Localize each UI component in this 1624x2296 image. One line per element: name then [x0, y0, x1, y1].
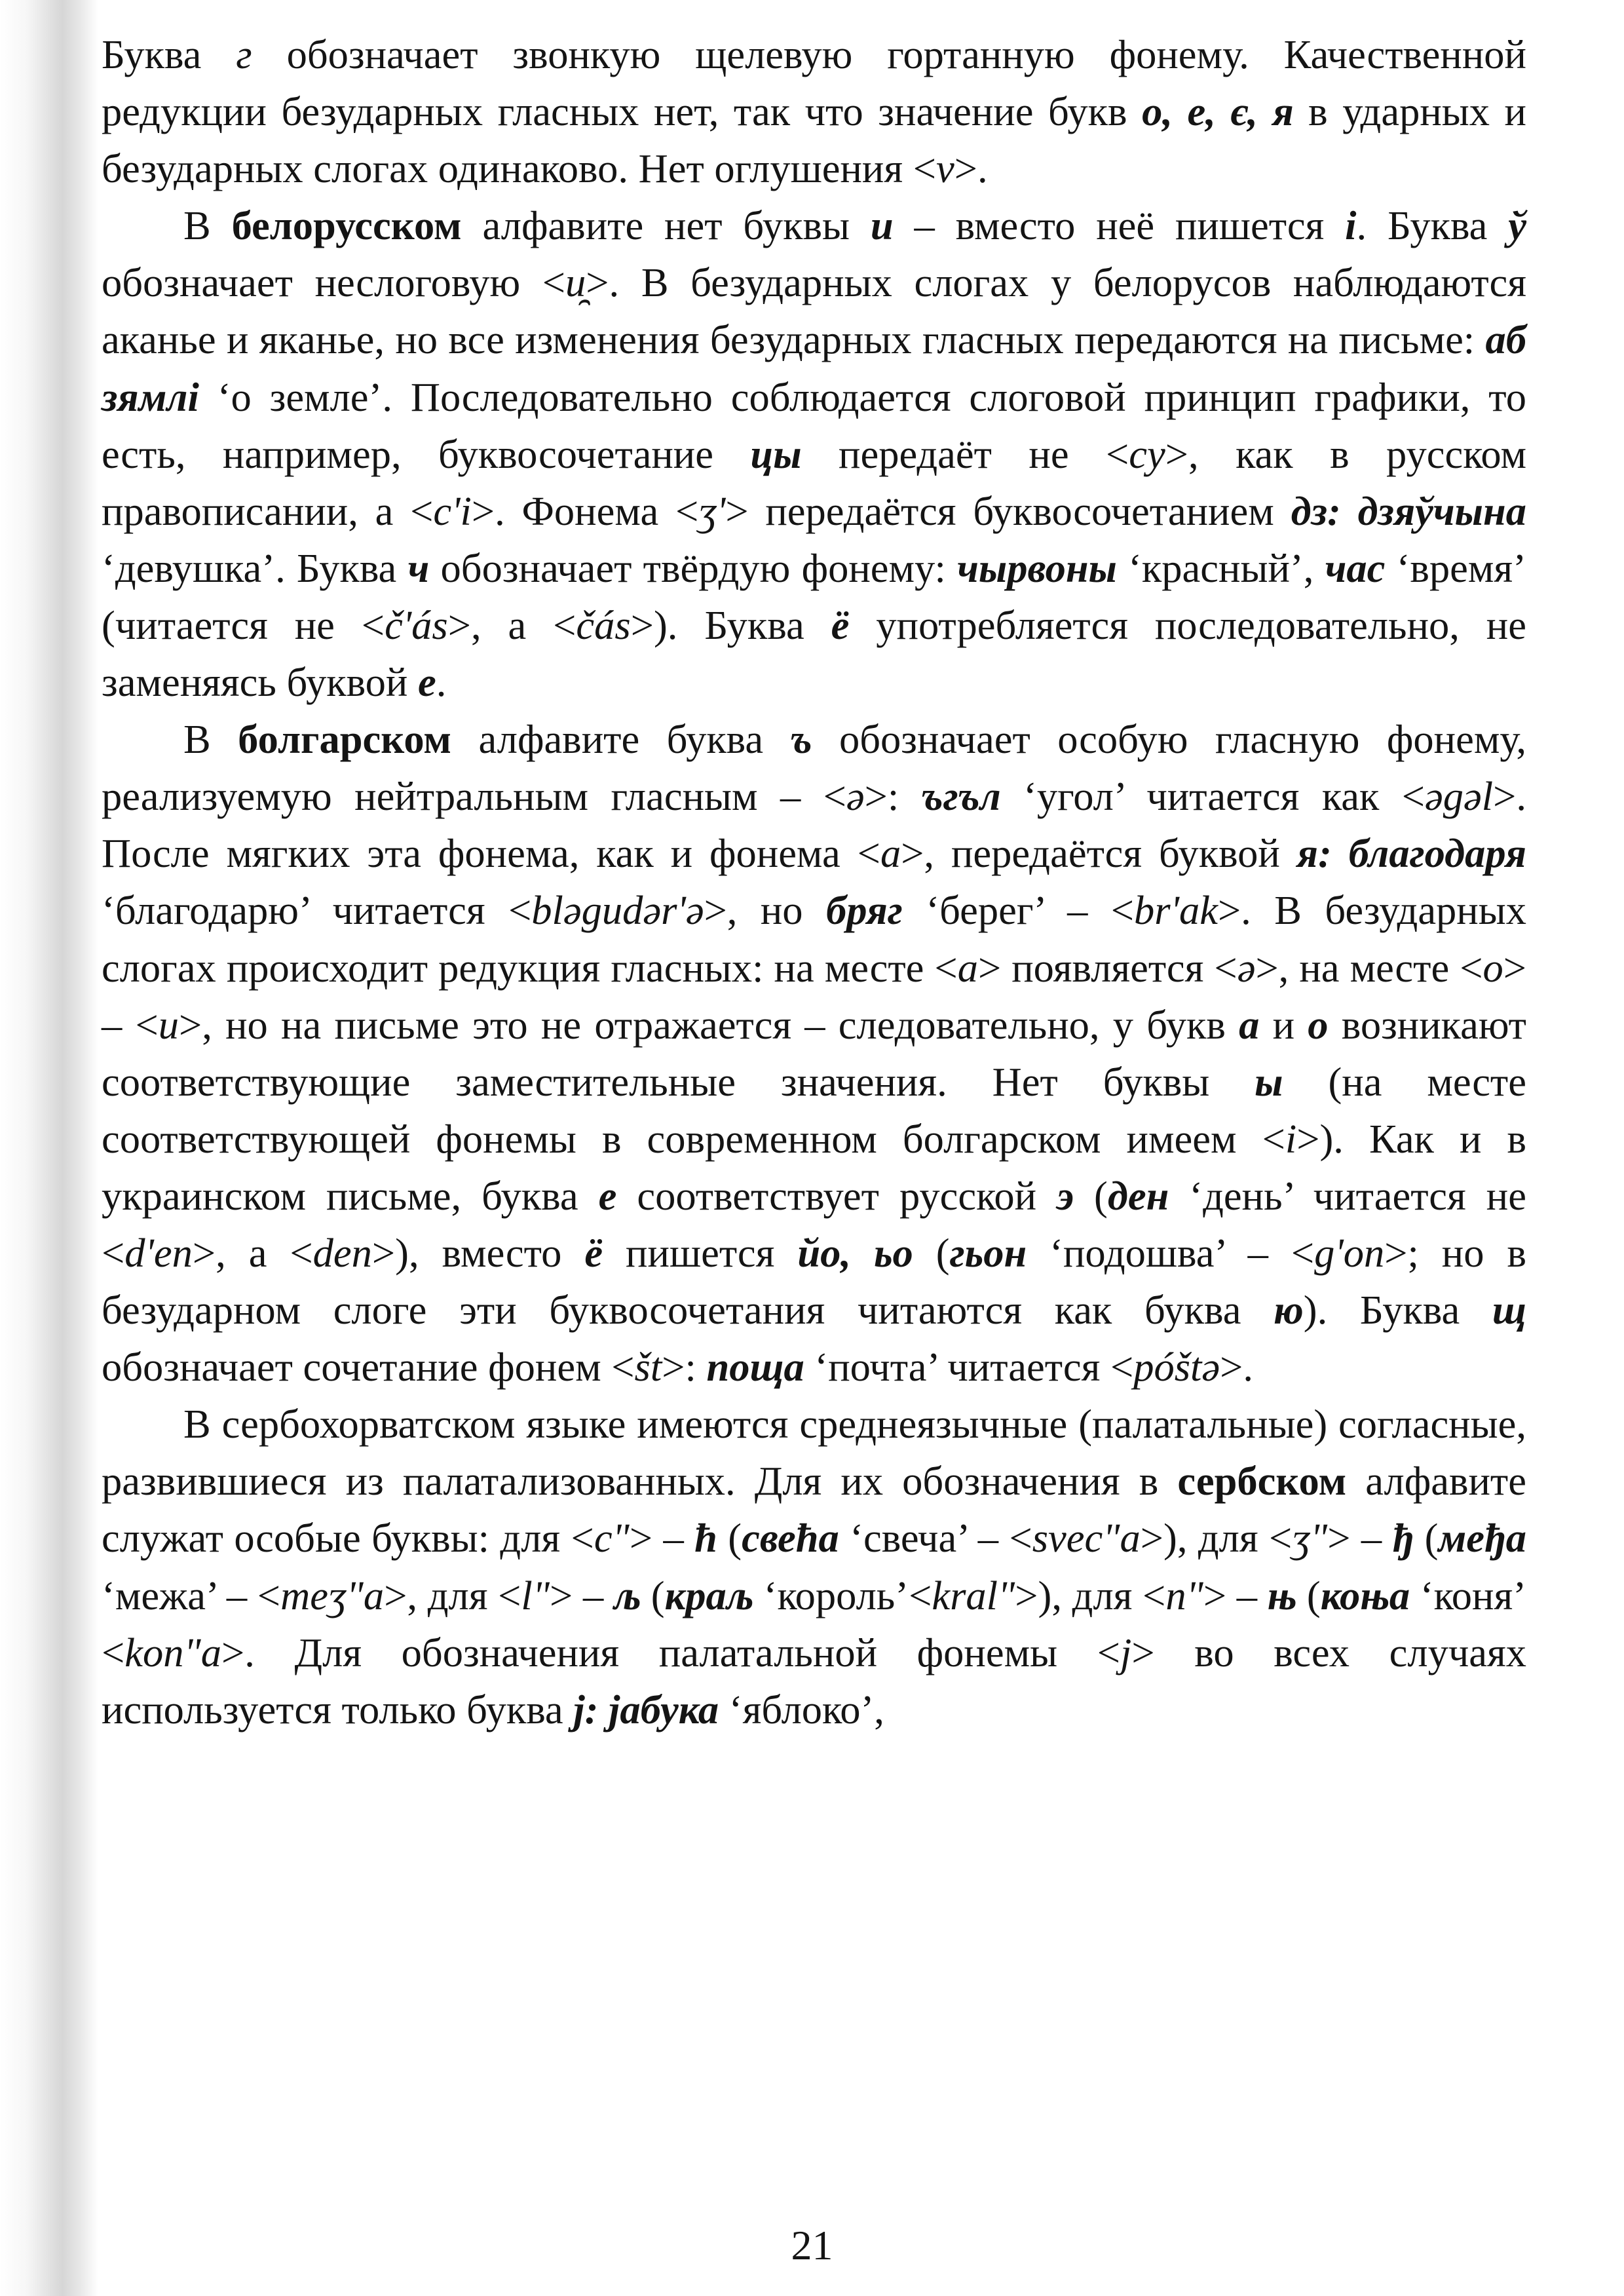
text-run: обозначает неслоговую <	[102, 259, 566, 306]
text-run: >). Буква	[630, 602, 831, 648]
example-term: йо, ьо	[797, 1229, 913, 1276]
text-run: ‘межа’ – <	[102, 1572, 281, 1618]
example-term: о, е, є, я	[1142, 88, 1294, 135]
example-term: ы	[1255, 1058, 1283, 1105]
text-run: >), вместо	[371, 1229, 585, 1276]
example-term: u	[158, 1001, 179, 1048]
text-run: употребляется последовательно, не заменяясь буквой	[102, 602, 1526, 706]
text-run: > –	[629, 1515, 695, 1561]
example-term: a	[957, 944, 978, 991]
page-number: 21	[791, 2222, 833, 2268]
example-term: ə	[846, 773, 865, 820]
text-run: возникают соответствующие заместительные значения. Нет буквы	[102, 1001, 1526, 1105]
text-run: В	[183, 716, 238, 763]
text-run: ). Буква	[1303, 1287, 1492, 1333]
example-term: d'en	[124, 1229, 193, 1276]
example-term: c"	[594, 1515, 630, 1561]
text-run: в ударных и безударных слогах одинаково. Нет оглушения <	[102, 88, 1526, 192]
example-term: l"	[521, 1572, 550, 1618]
text-run: (	[913, 1229, 950, 1276]
example-term: br'ak	[1134, 887, 1218, 934]
example-term: чырвоны	[957, 545, 1117, 591]
text-run: >. В безударных слогах происходит редукция гласных: на месте <	[102, 887, 1526, 991]
example-term: kon"a	[124, 1629, 221, 1675]
text-run: > –	[1327, 1515, 1393, 1561]
example-term: е	[417, 659, 436, 706]
example-term: ђ	[1392, 1515, 1414, 1561]
text-run: >, но	[704, 887, 826, 934]
text-run: >, для <	[384, 1572, 521, 1618]
example-term: č'ás	[385, 602, 448, 648]
example-term: о	[1308, 1001, 1329, 1048]
example-term: i	[1285, 1115, 1297, 1162]
example-term: v	[935, 145, 954, 192]
text-run: .	[436, 659, 447, 706]
example-term: бряг	[826, 887, 903, 934]
text-run: >.	[954, 145, 988, 192]
text-run: . Буква	[1356, 202, 1509, 249]
example-term: ё	[831, 602, 850, 648]
example-term: póštə	[1133, 1344, 1220, 1390]
example-term: я: благодаря	[1296, 830, 1526, 877]
text-run: > – <	[102, 944, 1526, 1048]
text-run: ‘красный’,	[1116, 545, 1325, 591]
text-run: > –	[1203, 1572, 1268, 1618]
example-term: час	[1325, 545, 1386, 591]
example-term: э	[1057, 1172, 1074, 1219]
example-term: o	[1482, 944, 1503, 991]
example-term: ʒ"	[1292, 1515, 1328, 1561]
text-run: передаёт не <	[801, 430, 1129, 477]
text-run: (	[717, 1515, 742, 1561]
example-term: n"	[1165, 1572, 1203, 1618]
page-body	[102, 26, 1526, 1738]
text-run: ‘благодарю’ читается <	[102, 887, 532, 934]
example-term: ден	[1107, 1172, 1169, 1219]
paragraph-4	[102, 1396, 1526, 1738]
example-term: свећа	[742, 1515, 839, 1561]
example-term: bləgudər'ə	[531, 887, 704, 934]
example-term: и	[870, 202, 894, 249]
text-run: (	[1296, 1572, 1321, 1618]
example-term: c'i	[433, 488, 472, 534]
example-term: əgəl	[1425, 773, 1494, 820]
example-term: g'on	[1314, 1229, 1385, 1276]
text-run: обозначает звонкую щелевую гортанную фонему. Качественной редукции безударных гласных нет, так что значение букв	[102, 31, 1526, 135]
example-term: svec"a	[1032, 1515, 1141, 1561]
text-run: ‘о земле’. Последовательно соблюдается слоговой принцип графики, то есть, например, буквосочетание	[102, 373, 1526, 477]
example-term: љ	[613, 1572, 641, 1618]
example-term: št	[634, 1344, 662, 1390]
text-run: >:	[662, 1344, 707, 1390]
example-term: j: jабука	[573, 1686, 719, 1732]
text-run: ‘берег’ – <	[902, 887, 1134, 934]
example-term: щ	[1492, 1287, 1526, 1333]
example-term: аб зямлі	[102, 316, 1526, 420]
text-run: >. После мягких эта фонема, как и фонема <	[102, 773, 1526, 877]
example-term: краљ	[664, 1572, 753, 1618]
example-term: u̯	[565, 259, 586, 306]
example-term: den	[312, 1229, 372, 1276]
text-run: >). Как и в украинском письме, буква	[102, 1115, 1526, 1219]
text-run: >.	[1220, 1344, 1254, 1390]
example-term: ё	[584, 1229, 603, 1276]
text-run: соответствует русской	[616, 1172, 1057, 1219]
example-term: коња	[1320, 1572, 1410, 1618]
text-run: обозначает особую гласную фонему, реализуемую нейтральным гласным – <	[102, 716, 1526, 820]
text-run: ‘король’<	[753, 1572, 932, 1618]
example-term: ъгъл	[921, 773, 1001, 820]
example-term: ю	[1274, 1287, 1304, 1333]
text-run: > во всех случаях используется только буква	[102, 1629, 1526, 1732]
example-term: і	[1345, 202, 1357, 249]
example-term: цы	[750, 430, 802, 477]
example-term: j	[1120, 1629, 1132, 1675]
text-run: алфавите служат особые буквы: для <	[102, 1458, 1526, 1561]
text-run: алфавите нет буквы	[461, 202, 871, 249]
text-run: > появляется <	[977, 944, 1237, 991]
text-run: ‘время’ (читается не <	[102, 545, 1526, 648]
example-term: ћ	[694, 1515, 717, 1561]
example-term: ч	[407, 545, 430, 591]
text-run: >, а <	[447, 602, 576, 648]
text-run: >. В безударных слогах у белорусов наблюдаются аканье и яканье, но все изменения безударных гласных передаются на письме:	[102, 259, 1526, 363]
text-run: обозначает твёрдую фонему:	[429, 545, 958, 591]
text-run: алфавите буква	[451, 716, 791, 763]
text-run: (	[641, 1572, 665, 1618]
example-term: cy	[1129, 430, 1165, 477]
text-run: >; но в безударном слоге эти буквосочетания читаются как буква	[102, 1229, 1526, 1333]
text-run: >, но на письме это не отражается – следовательно, у букв	[178, 1001, 1239, 1048]
example-term: поща	[706, 1344, 804, 1390]
text-run: и	[1259, 1001, 1308, 1048]
example-term: гьон	[949, 1229, 1027, 1276]
example-term: белорусском	[231, 202, 462, 249]
text-run: >, как в русском правописании, а <	[102, 430, 1526, 534]
example-term: дз: дзяўчына	[1291, 488, 1526, 534]
example-term: čás	[576, 602, 631, 648]
example-term: болгарском	[238, 716, 452, 763]
paragraph-2	[102, 197, 1526, 711]
paragraph-1	[102, 26, 1526, 197]
text-run: пишется	[603, 1229, 798, 1276]
text-run: >:	[864, 773, 922, 820]
text-run: >), для <	[1015, 1572, 1166, 1618]
text-run: >, передаётся буквой	[901, 830, 1297, 877]
text-run: ‘свеча’ – <	[839, 1515, 1032, 1561]
text-run: (	[1414, 1515, 1439, 1561]
example-term: kral"	[932, 1572, 1015, 1618]
text-run: >), для <	[1140, 1515, 1293, 1561]
example-term: ʒ'	[698, 488, 726, 534]
text-run: В сербохорватском языке имеются среднеязычные (палатальные) согласные, развившиеся из палатализованных. Для их обозначения в	[102, 1401, 1526, 1504]
text-run: ‘девушка’. Буква	[102, 545, 408, 591]
text-run: обозначает сочетание фонем <	[102, 1344, 635, 1390]
example-term: међа	[1438, 1515, 1526, 1561]
text-run: >, а <	[192, 1229, 313, 1276]
example-term: а	[1239, 1001, 1260, 1048]
example-term: ъ	[790, 716, 812, 763]
example-term: њ	[1267, 1572, 1297, 1618]
text-run: >, на месте <	[1255, 944, 1483, 991]
text-run: >. Фонема <	[471, 488, 699, 534]
text-run: Буква	[102, 31, 236, 77]
text-run: ‘подошва’ – <	[1027, 1229, 1315, 1276]
example-term: ў	[1508, 202, 1527, 249]
text-run: > передаётся буквосочетанием	[725, 488, 1291, 534]
example-term: ə	[1237, 944, 1256, 991]
binding-shadow	[0, 0, 98, 2296]
text-run: ‘угол’ читается как <	[1000, 773, 1425, 820]
text-run: (на месте соответствующей фонемы в современном болгарском имеем <	[102, 1058, 1526, 1162]
example-term: сербском	[1177, 1458, 1347, 1504]
example-term: е	[598, 1172, 617, 1219]
text-run: > –	[550, 1572, 614, 1618]
paragraph-3	[102, 711, 1526, 1396]
text-run: ‘яблоко’,	[719, 1686, 884, 1732]
text-run: ‘почта’ читается <	[804, 1344, 1134, 1390]
text-run: >. Для обозначения палатальной фонемы <	[221, 1629, 1121, 1675]
text-run: ‘день’ читается не <	[102, 1172, 1526, 1276]
text-run: ‘коня’ <	[102, 1572, 1527, 1675]
example-term: a	[880, 830, 901, 877]
text-run: В	[183, 202, 232, 249]
text-run: – вместо неё пишется	[893, 202, 1346, 249]
example-term: meʒ"a	[280, 1572, 385, 1618]
example-term: г	[236, 31, 252, 77]
text-run: (	[1074, 1172, 1108, 1219]
